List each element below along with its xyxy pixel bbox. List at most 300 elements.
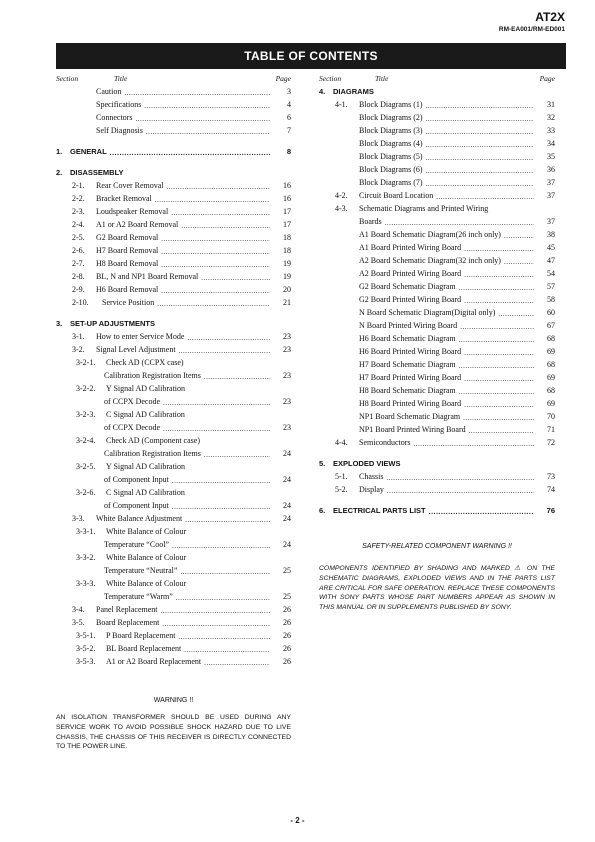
toc-entry-number: 3-2-6.: [76, 488, 96, 497]
dot-leader: [385, 217, 534, 226]
toc-entry-title: G2 Board Printed Wiring Board: [359, 295, 462, 304]
dot-leader: [469, 425, 534, 434]
dot-leader: [189, 527, 270, 536]
toc-entry-page: 47: [547, 256, 555, 265]
dot-leader: [204, 449, 270, 458]
toc-entry-title: Loudspeaker Removal: [96, 207, 169, 216]
toc-entry-number: 2-6.: [72, 246, 85, 255]
dot-leader: [460, 321, 534, 330]
toc-left-column: [56, 70, 291, 666]
dot-leader: [189, 553, 270, 562]
toc-entry[interactable]: [56, 484, 291, 497]
toc-entry-page: 25: [283, 592, 291, 601]
dot-leader: [144, 100, 270, 109]
toc-entry[interactable]: [319, 278, 555, 291]
toc-entry-page: 26: [283, 657, 291, 666]
toc-entry[interactable]: [319, 481, 555, 494]
toc-entry[interactable]: [56, 367, 291, 380]
toc-entry[interactable]: [319, 187, 555, 200]
dot-leader: [188, 410, 270, 419]
section-header: Section: [56, 74, 79, 83]
toc-entry-title: H7 Board Removal: [96, 246, 159, 255]
dot-leader: [426, 152, 534, 161]
toc-entry-page: 67: [547, 321, 555, 330]
dot-leader: [426, 165, 534, 174]
toc-entry[interactable]: [319, 252, 555, 265]
title-header: Title: [375, 74, 389, 83]
toc-entry[interactable]: [56, 177, 291, 190]
toc-entry[interactable]: [319, 135, 555, 148]
toc-entry-number: 2-1.: [72, 181, 85, 190]
toc-entry-title: Check AD (Component case): [106, 436, 200, 445]
toc-entry-page: 24: [283, 540, 291, 549]
toc-entry[interactable]: [56, 328, 291, 341]
toc-entry-page: 8: [286, 147, 291, 156]
dot-leader: [178, 631, 270, 640]
toc-entry-page: 24: [283, 501, 291, 510]
dot-leader: [188, 384, 270, 393]
toc-entry-page: 26: [283, 618, 291, 627]
toc-entry[interactable]: [56, 216, 291, 229]
toc-entry[interactable]: [56, 458, 291, 471]
toc-section-heading[interactable]: [56, 143, 291, 156]
toc-entry[interactable]: [56, 380, 291, 393]
dot-leader: [163, 423, 270, 432]
toc-entry-page: 24: [283, 449, 291, 458]
toc-entry-number: 3-2-1.: [76, 358, 96, 367]
toc-entry-page: 68: [547, 360, 555, 369]
toc-entry-page: 37: [547, 191, 555, 200]
toc-entry-page: 17: [283, 207, 291, 216]
toc-entry-page: 23: [283, 332, 291, 341]
toc-entry[interactable]: [56, 294, 291, 307]
toc-entry-number: 2-9.: [72, 285, 85, 294]
toc-entry-title: A1 Board Printed Wiring Board: [359, 243, 462, 252]
section-header: Section: [319, 74, 342, 83]
toc-entry-title: How to enter Service Mode: [96, 332, 185, 341]
toc-entry-title: H6 Board Schematic Diagram: [359, 334, 456, 343]
toc-entry[interactable]: [56, 354, 291, 367]
toc-entry[interactable]: [319, 408, 555, 421]
dot-leader: [158, 319, 270, 328]
dot-leader: [404, 459, 534, 468]
toc-entry-title: Service Position: [102, 298, 155, 307]
dot-leader: [184, 644, 270, 653]
dot-leader: [187, 332, 270, 341]
toc-entry[interactable]: [319, 468, 555, 481]
toc-entry-title: A1 or A2 Board Replacement: [106, 657, 202, 666]
toc-entry-number: 3-2-5.: [76, 462, 96, 471]
toc-spacer: [56, 135, 291, 143]
toc-entry-page: 38: [547, 230, 555, 239]
toc-entry[interactable]: [56, 229, 291, 242]
toc-banner: TABLE OF CONTENTS: [56, 43, 566, 69]
toc-entry-page: 25: [283, 566, 291, 575]
toc-entry-page: 24: [283, 514, 291, 523]
toc-entry-page: 72: [547, 438, 555, 447]
toc-entry[interactable]: [56, 109, 291, 122]
toc-entry-number: 4-1.: [335, 100, 348, 109]
toc-entry-title: White Balance Adjustment: [96, 514, 183, 523]
toc-entry-number: 2-2.: [72, 194, 85, 203]
toc-entry-title: C Signal AD Calibration: [106, 488, 185, 497]
toc-entry[interactable]: [56, 83, 291, 96]
toc-entry[interactable]: [56, 653, 291, 666]
dot-leader: [426, 100, 534, 109]
toc-section-heading[interactable]: [56, 315, 291, 328]
dot-leader: [161, 233, 270, 242]
toc-entry[interactable]: [56, 393, 291, 406]
toc-entry-number: 3-5-1.: [76, 631, 96, 640]
toc-entry[interactable]: [319, 174, 555, 187]
toc-entry-title: H8 Board Removal: [96, 259, 159, 268]
dot-leader: [161, 285, 270, 294]
toc-entry-number: 3-3.: [72, 514, 85, 523]
toc-entry-number: 3-5-2.: [76, 644, 96, 653]
toc-entry-number: 5-2.: [335, 485, 348, 494]
dot-leader: [135, 113, 270, 122]
dot-leader: [464, 295, 534, 304]
dot-leader: [498, 308, 534, 317]
dot-leader: [157, 298, 270, 307]
toc-entry-page: 34: [547, 139, 555, 148]
toc-entry-title: Specifications: [96, 100, 142, 109]
toc-entry[interactable]: [319, 317, 555, 330]
toc-right-column: [319, 70, 555, 515]
toc-entry-title: Calibration Registration Items: [104, 449, 201, 458]
toc-entry-title: Bracket Removal: [96, 194, 152, 203]
dot-leader: [377, 87, 534, 96]
toc-entry[interactable]: [56, 510, 291, 523]
toc-entry-title: A2 Board Schematic Diagram(32 inch only): [359, 256, 501, 265]
toc-entry-number: 2-3.: [72, 207, 85, 216]
toc-entry-page: 7: [287, 126, 291, 135]
toc-entry-title: BL Board Replacement: [106, 644, 182, 653]
dot-leader: [181, 220, 270, 229]
dot-leader: [426, 113, 534, 122]
dot-leader: [426, 126, 534, 135]
toc-entry-title: White Balance of Colour: [106, 527, 187, 536]
toc-entry-number: 3-5-3.: [76, 657, 96, 666]
dot-leader: [464, 269, 534, 278]
toc-entry-title: C Signal AD Calibration: [106, 410, 185, 419]
toc-entry-number: 5-1.: [335, 472, 348, 481]
toc-entry[interactable]: [319, 291, 555, 304]
toc-entry[interactable]: [319, 356, 555, 369]
dot-leader: [204, 371, 270, 380]
dot-leader: [188, 462, 270, 471]
toc-entry-page: 37: [547, 217, 555, 226]
toc-entry[interactable]: [319, 213, 555, 226]
dot-leader: [167, 181, 270, 190]
toc-entry-title: Check AD (CCPX case): [106, 358, 184, 367]
toc-entry-title: N Board Printed Wiring Board: [359, 321, 458, 330]
toc-entry[interactable]: [319, 382, 555, 395]
toc-entry-page: 73: [547, 472, 555, 481]
toc-entry-title: Block Diagrams (5): [359, 152, 423, 161]
toc-entry[interactable]: [56, 419, 291, 432]
toc-entry-page: 32: [547, 113, 555, 122]
toc-entry[interactable]: [56, 588, 291, 601]
dot-leader: [162, 618, 270, 627]
toc-entry-page: 3: [287, 87, 291, 96]
toc-entry-title: P Board Replacement: [106, 631, 176, 640]
toc-entry[interactable]: [319, 330, 555, 343]
toc-entry-title: Signal Level Adjustment: [96, 345, 176, 354]
toc-entry-page: 17: [283, 220, 291, 229]
toc-entry[interactable]: [56, 627, 291, 640]
toc-entry[interactable]: [319, 434, 555, 447]
dot-leader: [464, 347, 534, 356]
toc-entry-title: Y Signal AD Calibration: [106, 462, 186, 471]
toc-entry[interactable]: [56, 406, 291, 419]
toc-entry[interactable]: [56, 242, 291, 255]
dot-leader: [161, 246, 270, 255]
toc-entry[interactable]: [56, 190, 291, 203]
toc-entry-title: Self Diagnosis: [96, 126, 143, 135]
toc-entry-title: G2 Board Schematic Diagram: [359, 282, 456, 291]
toc-entry-title: White Balance of Colour: [106, 579, 187, 588]
toc-entry[interactable]: [319, 369, 555, 382]
dot-leader: [464, 243, 534, 252]
toc-entry-page: 31: [547, 100, 555, 109]
toc-entry[interactable]: [319, 239, 555, 252]
toc-entry[interactable]: [56, 640, 291, 653]
toc-entry[interactable]: [319, 109, 555, 122]
toc-entry-number: 2.: [56, 168, 63, 177]
dot-leader: [203, 436, 270, 445]
warning-title: WARNING !!: [153, 697, 194, 704]
toc-entry-page: 45: [547, 243, 555, 252]
toc-entry-title: Block Diagrams (3): [359, 126, 423, 135]
toc-entry-number: 3.: [56, 319, 63, 328]
toc-entry-title: Calibration Registration Items: [104, 371, 201, 380]
toc-entry-title: Block Diagrams (1): [359, 100, 423, 109]
toc-entry-number: 3-5.: [72, 618, 85, 627]
toc-entry-title: Display: [359, 485, 384, 494]
toc-entry[interactable]: [56, 96, 291, 109]
toc-entry-page: 54: [547, 269, 555, 278]
toc-entry-page: 33: [547, 126, 555, 135]
toc-entry-title: Panel Replacement: [96, 605, 158, 614]
toc-entry-title: Schematic Diagrams and Printed Wiring: [359, 204, 489, 213]
toc-entry-page: 18: [283, 233, 291, 242]
toc-entry-page: 36: [547, 165, 555, 174]
toc-entry-page: 20: [283, 285, 291, 294]
dot-leader: [459, 386, 534, 395]
toc-entry-title: N Board Schematic Diagram(Digital only): [359, 308, 496, 317]
toc-entry[interactable]: [319, 421, 555, 434]
dot-leader: [459, 360, 534, 369]
dot-leader: [188, 488, 270, 497]
dot-leader: [387, 485, 534, 494]
toc-entry[interactable]: [56, 523, 291, 536]
toc-entry[interactable]: [319, 343, 555, 356]
toc-entry-page: 58: [547, 295, 555, 304]
toc-entry-title: Temperature “Warm”: [104, 592, 173, 601]
safety-warning-body: COMPONENTS IDENTIFIED BY SHADING AND MARKED ⚠ ON THE SCHEMATIC DIAGRAMS, EXPLODED VIEWS AND IN THE PARTS LIST ARE CRITICAL FOR SAFE OPERATION. REPLACE THESE COMPONENTS WITH SONY PARTS WHOSE PART NUMBERS APPEAR AS SHOWN IN THIS MANUAL OR IN SUPPLEMENTS PUBLISHED BY SONY.: [319, 565, 555, 612]
toc-entry-title: H7 Board Schematic Diagram: [359, 360, 456, 369]
toc-entry-number: 2-8.: [72, 272, 85, 281]
toc-entry[interactable]: [56, 536, 291, 549]
toc-entry-title: SET-UP ADJUSTMENTS: [70, 319, 156, 328]
toc-entry-title: Block Diagrams (7): [359, 178, 423, 187]
toc-entry[interactable]: [319, 122, 555, 135]
dot-leader: [426, 178, 534, 187]
toc-entry[interactable]: [319, 200, 555, 213]
column-header: [319, 70, 555, 83]
toc-entry-page: 71: [547, 425, 555, 434]
toc-entry-number: 2-7.: [72, 259, 85, 268]
toc-entry-page: 70: [547, 412, 555, 421]
toc-entry-title: DIAGRAMS: [333, 87, 374, 96]
dot-leader: [172, 501, 270, 510]
toc-entry-page: 69: [547, 347, 555, 356]
toc-entry-title: Rear Cover Removal: [96, 181, 164, 190]
toc-entry-title: BL, N and NP1 Board Removal: [96, 272, 199, 281]
toc-entry-title: Chassis: [359, 472, 384, 481]
toc-entry-title: EXPLODED VIEWS: [333, 459, 401, 468]
toc-entry-number: 4-3.: [335, 204, 348, 213]
toc-entry-page: 37: [547, 178, 555, 187]
toc-entry-page: 74: [547, 485, 555, 494]
toc-section-heading[interactable]: [319, 83, 555, 96]
toc-entry[interactable]: [56, 122, 291, 135]
dot-leader: [414, 438, 534, 447]
toc-entry-title: H6 Board Removal: [96, 285, 159, 294]
toc-entry[interactable]: [56, 562, 291, 575]
dot-leader: [459, 334, 534, 343]
toc-entry-title: H8 Board Schematic Diagram: [359, 386, 456, 395]
toc-entry-number: 4-2.: [335, 191, 348, 200]
toc-entry-page: 19: [283, 259, 291, 268]
toc-entry[interactable]: [319, 161, 555, 174]
dot-leader: [155, 194, 270, 203]
toc-entry-number: 3-2-4.: [76, 436, 96, 445]
toc-entry-title: A2 Board Printed Wiring Board: [359, 269, 462, 278]
toc-entry[interactable]: [319, 304, 555, 317]
toc-section-heading[interactable]: [319, 502, 555, 515]
toc-entry-number: 3-2.: [72, 345, 85, 354]
toc-section-heading[interactable]: [56, 164, 291, 177]
toc-entry[interactable]: [56, 203, 291, 216]
dot-leader: [172, 475, 270, 484]
page-header: Page: [275, 74, 291, 83]
dot-leader: [171, 207, 270, 216]
toc-spacer: [56, 307, 291, 315]
toc-entry-title: Caution: [96, 87, 122, 96]
toc-entry[interactable]: [56, 255, 291, 268]
toc-entry-title: Circuit Board Location: [359, 191, 434, 200]
toc-entry-title: NP1 Board Schematic Diagram: [359, 412, 461, 421]
toc-entry-number: 3-3-3.: [76, 579, 96, 588]
dot-leader: [161, 605, 270, 614]
toc-entry[interactable]: [56, 445, 291, 458]
toc-entry-page: 6: [287, 113, 291, 122]
toc-entry-number: 2-10.: [72, 298, 89, 307]
toc-entry-number: 3-2-3.: [76, 410, 96, 419]
toc-entry[interactable]: [56, 471, 291, 484]
toc-entry-title: Temperature “Neutral”: [104, 566, 178, 575]
toc-entry[interactable]: [319, 148, 555, 161]
dot-leader: [176, 592, 270, 601]
toc-entry-page: 57: [547, 282, 555, 291]
toc-entry-number: 1.: [56, 147, 63, 156]
toc-entry-number: 6.: [319, 506, 326, 515]
dot-leader: [124, 87, 270, 96]
toc-spacer: [56, 156, 291, 164]
dot-leader: [163, 397, 270, 406]
dot-leader: [189, 579, 270, 588]
toc-entry[interactable]: [56, 281, 291, 294]
toc-entry-title: White Balance of Colour: [106, 553, 187, 562]
toc-entry-page: 24: [283, 475, 291, 484]
dot-leader: [459, 282, 534, 291]
dot-leader: [185, 514, 270, 523]
toc-entry-number: 4-4.: [335, 438, 348, 447]
dot-leader: [204, 657, 270, 666]
dot-leader: [146, 126, 270, 135]
toc-entry-title: Board Replacement: [96, 618, 160, 627]
toc-entry-page: 26: [283, 605, 291, 614]
toc-entry-page: 26: [283, 644, 291, 653]
toc-section-heading[interactable]: [319, 455, 555, 468]
toc-entry-number: 3-2-2.: [76, 384, 96, 393]
toc-entry[interactable]: [56, 268, 291, 281]
toc-entry[interactable]: [56, 341, 291, 354]
toc-entry-page: 26: [283, 631, 291, 640]
toc-entry[interactable]: [56, 432, 291, 445]
dot-leader: [179, 345, 270, 354]
toc-entry[interactable]: [56, 497, 291, 510]
toc-entry-number: 3-3-1.: [76, 527, 96, 536]
model-name: AT2X: [535, 10, 565, 24]
toc-entry-title: Block Diagrams (6): [359, 165, 423, 174]
toc-entry-title: H6 Board Printed Wiring Board: [359, 347, 462, 356]
toc-entry[interactable]: [319, 395, 555, 408]
warning-body: AN ISOLATION TRANSFORMER SHOULD BE USED DURING ANY SERVICE WORK TO AVOID POSSIBLE SHOCK HAZARD DUE TO LIVE CHASSIS, THE CHASSIS OF THIS RECEIVER IS DIRECTLY CONNECTED TO THE POWER LINE.: [56, 714, 291, 751]
toc-entry[interactable]: [56, 614, 291, 627]
dot-leader: [201, 272, 270, 281]
toc-entry-page: 23: [283, 345, 291, 354]
toc-entry-title: Connectors: [96, 113, 133, 122]
toc-spacer: [319, 494, 555, 502]
dot-leader: [187, 358, 270, 367]
toc-entry[interactable]: [319, 96, 555, 109]
toc-entry-title: A1 or A2 Board Removal: [96, 220, 179, 229]
toc-entry[interactable]: [56, 575, 291, 588]
dot-leader: [491, 204, 534, 213]
page-header: Page: [539, 74, 555, 83]
dot-leader: [436, 191, 534, 200]
toc-entry-page: 68: [547, 334, 555, 343]
toc-entry[interactable]: [56, 601, 291, 614]
toc-entry[interactable]: [319, 226, 555, 239]
toc-entry-title: Boards: [359, 217, 382, 226]
toc-entry-page: 19: [283, 272, 291, 281]
toc-entry-number: 3-4.: [72, 605, 85, 614]
toc-entry-page: 69: [547, 373, 555, 382]
toc-entry-page: 35: [547, 152, 555, 161]
toc-entry-number: 2-5.: [72, 233, 85, 242]
toc-entry-title: Semiconductors: [359, 438, 411, 447]
toc-entry-page: 16: [283, 194, 291, 203]
toc-entry-page: 18: [283, 246, 291, 255]
dot-leader: [463, 412, 534, 421]
toc-entry-title: of Component Input: [104, 501, 169, 510]
toc-entry[interactable]: [319, 265, 555, 278]
toc-entry[interactable]: [56, 549, 291, 562]
